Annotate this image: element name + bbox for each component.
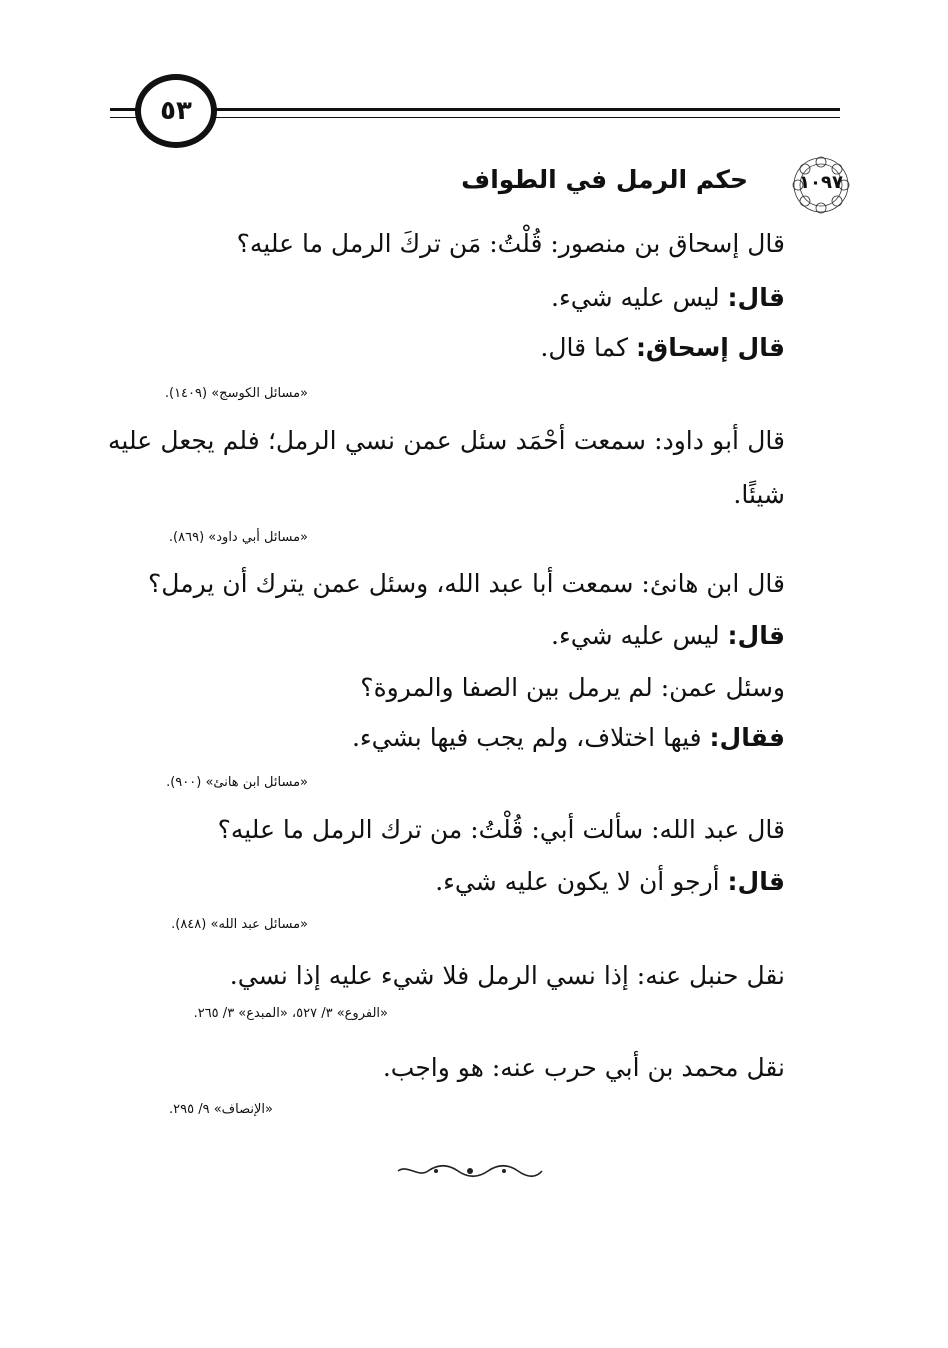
- citation: «مسائل الكوسج» (١٤٠٩).: [164, 386, 308, 401]
- text-line: قال عبد الله: سألت أبي: قُلْتُ: من ترك الرمل ما عليه؟: [217, 815, 785, 844]
- header-rule-thick: [110, 108, 840, 111]
- page-number-badge: [135, 74, 217, 148]
- citation: «مسائل أبي داود» (٨٦٩).: [168, 530, 308, 545]
- flourish-icon: [396, 1162, 544, 1180]
- text-span: أرجو أن لا يكون عليه شيء.: [435, 867, 728, 896]
- text-line: نقل محمد بن أبي حرب عنه: هو واجب.: [382, 1053, 785, 1082]
- section-number: ١٠٩٧: [799, 172, 843, 193]
- chapter-heading: حكم الرمل في الطواف: [461, 165, 748, 194]
- text-span: فيها اختلاف، ولم يجب فيها بشيء.: [351, 723, 710, 752]
- speaker-label: قال إسحاق:: [635, 333, 785, 362]
- citation: «مسائل عبد الله» (٨٤٨).: [171, 917, 308, 932]
- paragraph: قال أبو داود: سمعت أحْمَد سئل عمن نسي الرمل؛ فلم يجعل عليه شيئًا.: [108, 426, 785, 509]
- text-span: ليس عليه شيء.: [551, 283, 728, 312]
- header-rule-thin: [110, 117, 840, 118]
- text-line: وسئل عمن: لم يرمل بين الصفا والمروة؟: [360, 673, 785, 702]
- citation: «مسائل ابن هانئ» (٩٠٠).: [166, 775, 308, 790]
- speaker-label: قال:: [727, 621, 785, 650]
- section-ornament: [788, 154, 854, 216]
- text-line: [352, 720, 785, 756]
- speaker-label: قال:: [727, 867, 785, 896]
- speaker-label: فقال:: [709, 723, 785, 752]
- text-span: ليس عليه شيء.: [551, 621, 728, 650]
- citation: «الإنصاف» ٩/ ٢٩٥.: [169, 1102, 273, 1117]
- text-line: [540, 330, 785, 366]
- text-line: نقل حنبل عنه: إذا نسي الرمل فلا شيء عليه إذا نسي.: [229, 961, 785, 990]
- text-line: [551, 618, 785, 654]
- end-ornament: [396, 1162, 544, 1180]
- text-line: قال إسحاق بن منصور: قُلْتُ: مَن تركَ الرمل ما عليه؟: [236, 229, 785, 258]
- citation: «الفروع» ٣/ ٥٢٧، «المبدع» ٣/ ٢٦٥.: [193, 1006, 388, 1021]
- speaker-label: قال:: [727, 283, 785, 312]
- text-line: [435, 864, 785, 900]
- text-line: [551, 280, 785, 316]
- page-number: ٥٣: [160, 96, 192, 126]
- text-span: كما قال.: [540, 333, 636, 362]
- text-line: قال ابن هانئ: سمعت أبا عبد الله، وسئل عمن يترك أن يرمل؟: [148, 569, 785, 598]
